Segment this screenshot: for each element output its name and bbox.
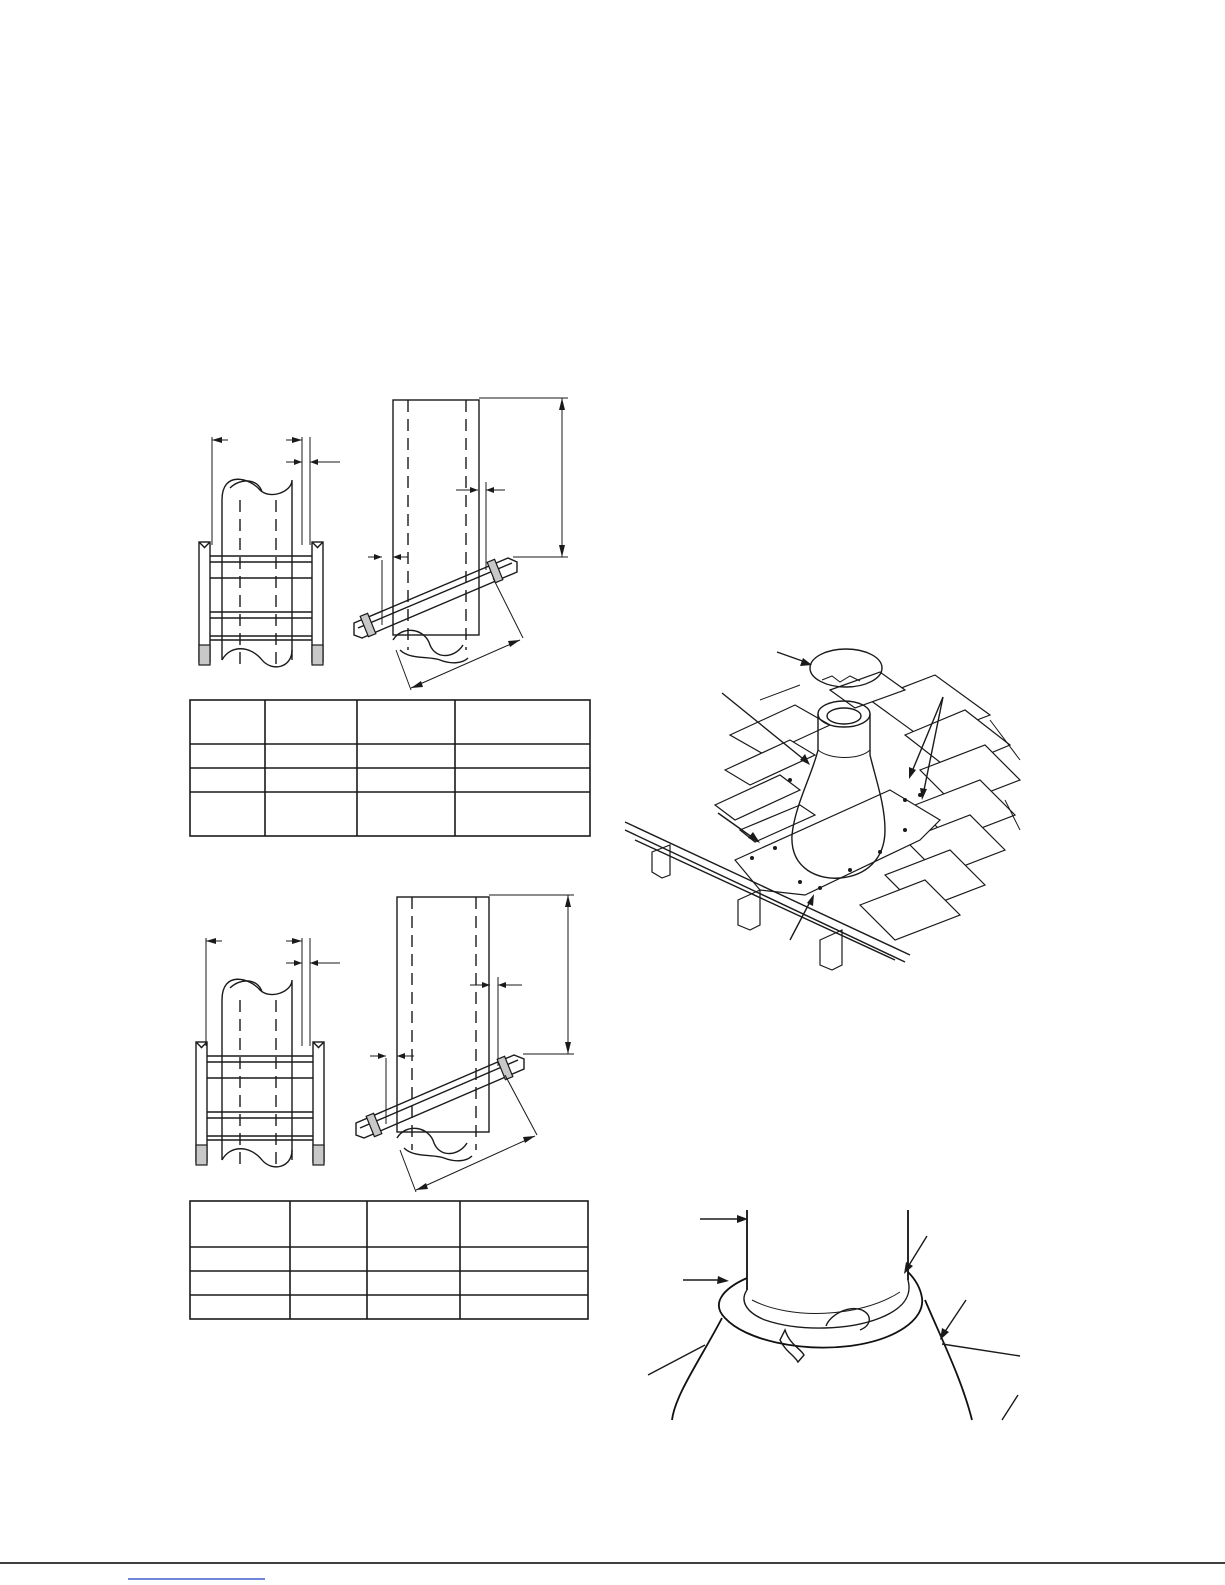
page-footer bbox=[0, 1563, 1225, 1579]
callout-arrows-collar bbox=[648, 1215, 1020, 1420]
pipe-roof-view-top bbox=[354, 398, 568, 690]
pipe-side-view-top bbox=[199, 437, 340, 668]
pipe-side-view-bottom bbox=[196, 938, 340, 1168]
clearance-table-top bbox=[190, 700, 590, 836]
pipe-roof-view-bottom bbox=[356, 895, 574, 1192]
clearance-diagram-bottom bbox=[190, 895, 588, 1319]
clearance-diagram-top bbox=[190, 398, 590, 836]
clearance-table-bottom bbox=[190, 1201, 588, 1319]
storm-collar-detail bbox=[648, 1210, 1020, 1420]
storm-collar-cap bbox=[810, 649, 882, 687]
roof-flashing-assembly bbox=[625, 649, 1020, 970]
